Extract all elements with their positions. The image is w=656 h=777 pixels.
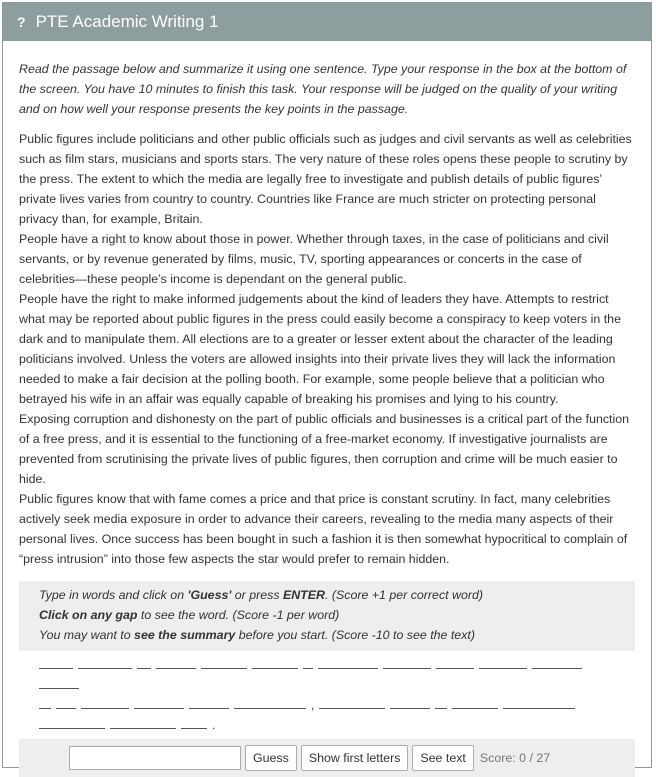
summary-gap[interactable] [134, 696, 184, 709]
show-first-letters-button[interactable]: Show first letters [301, 745, 409, 771]
panel-body [3, 41, 651, 569]
summary-gap[interactable] [252, 656, 298, 669]
answer-input[interactable] [69, 746, 241, 770]
see-text-button[interactable]: See text [412, 745, 473, 771]
summary-gap[interactable] [201, 656, 247, 669]
passage-paragraph: People have a right to know about those in power. Whether through taxes, in the case of politicians and civil servants, or by revenue generated by films, music, TV, sporting appearances or concerts in the case of celebrities—these people’s income is dependant on the general public. [19, 232, 609, 286]
help-box [19, 581, 635, 651]
passage-paragraph: People have the right to make informed judgements about the kind of leaders they have. Attempts to restrict what may be reported about public figures in the press could easily become a conspiracy to keep voters in the dark and to manipulate them. All elections are to a greater or lesser extent about the character of the leading politicians involved. Unless the voters are allowed insights into their private lives they will lack the information needed to make a fair decision at the polling booth. For example, some people believe that a politician who betrayed his wife in an affair was equally capable of breaking his promises and lying to his country. [19, 292, 621, 406]
summary-gap[interactable] [390, 696, 430, 709]
controls-bar [19, 739, 635, 777]
summary-gap[interactable] [56, 696, 76, 709]
summary-gap[interactable] [303, 656, 313, 669]
passage [19, 129, 635, 569]
summary-gap[interactable] [383, 656, 431, 669]
summary-gap[interactable] [452, 696, 498, 709]
enter-keyword: ENTER [282, 588, 325, 602]
passage-paragraph: Public figures include politicians and other public officials such as judges and civil servants as well as celebrities such as film stars, musicians and sports stars. The very nature of these roles opens these people to scrutiny by the press. The extent to which the media are legally free to investigate and publish details of public figures’ private lives varies from country to country. Countries like France are much stricter on protecting personal privacy than, for example, Britain. [19, 132, 632, 226]
summary-gap[interactable] [39, 716, 105, 729]
help-line-gap: Click on any gap to see the word. (Score -1 per word) [39, 608, 340, 622]
passage-paragraph: Public figures know that with fame comes a price and that price is constant scrutiny. In fact, many celebrities actively seek media exposure in order to advance their careers, revealing to the media many aspects of their personal lives. Once success has been bought in such a fashion it is then somewhat hypocritical to complain of “press intrusion” into those few aspects the star would prefer to remain hidden. [19, 492, 628, 566]
guess-keyword: 'Guess' [187, 588, 232, 602]
help-line-guess: Type in words and click on 'Guess' or press ENTER. (Score +1 per correct word) [39, 588, 484, 602]
summary-gap[interactable] [78, 656, 132, 669]
summary-gap[interactable] [318, 656, 378, 669]
summary-gap[interactable] [532, 656, 582, 669]
summary-gap[interactable] [39, 656, 73, 669]
summary-gap[interactable] [479, 656, 527, 669]
passage-paragraph: Exposing corruption and dishonesty on the part of public officials and businesses is a critical part of the function of a free press, and it is essential to the functioning of a free-market economy. If investigative journalists are prevented from scrutinising the private lives of public figures, then corruption and crime will be much easier to hide. [19, 412, 630, 486]
summary-gaps [19, 651, 635, 735]
help-line-summary: You may want to see the summary before you start. (Score -10 to see the text) [39, 628, 475, 642]
summary-gap[interactable] [110, 716, 176, 729]
summary-gap[interactable] [436, 656, 474, 669]
summary-gap[interactable] [189, 696, 229, 709]
gap-period: . [212, 718, 216, 732]
task-instructions: Read the passage below and summarize it using one sentence. Type your response in the box at the bottom of the screen. You have 10 minutes to finish this task. Your response will be judged on the quality of your writing and on how well your response presents the key points in the passage. [19, 62, 627, 116]
writing-panel [2, 2, 652, 768]
summary-gap[interactable] [319, 696, 385, 709]
summary-gap[interactable] [503, 696, 575, 709]
summary-gap[interactable] [234, 696, 306, 709]
summary-gap[interactable] [137, 656, 151, 669]
gap-comma: , [311, 698, 315, 712]
panel-title: PTE Academic Writing 1 [35, 12, 219, 31]
guess-button[interactable]: Guess [245, 745, 297, 771]
score-display: Score: 0 / 27 [479, 751, 551, 765]
summary-gap[interactable] [39, 696, 51, 709]
summary-gap[interactable] [81, 696, 129, 709]
summary-gap[interactable] [181, 716, 207, 729]
summary-gap[interactable] [39, 676, 79, 689]
see-summary-link[interactable]: see the summary [134, 628, 236, 642]
summary-gap[interactable] [156, 656, 196, 669]
click-gap-keyword: Click on any gap [39, 608, 138, 622]
summary-gap[interactable] [435, 696, 447, 709]
question-mark-icon: ? [17, 14, 26, 30]
panel-header [3, 3, 651, 41]
